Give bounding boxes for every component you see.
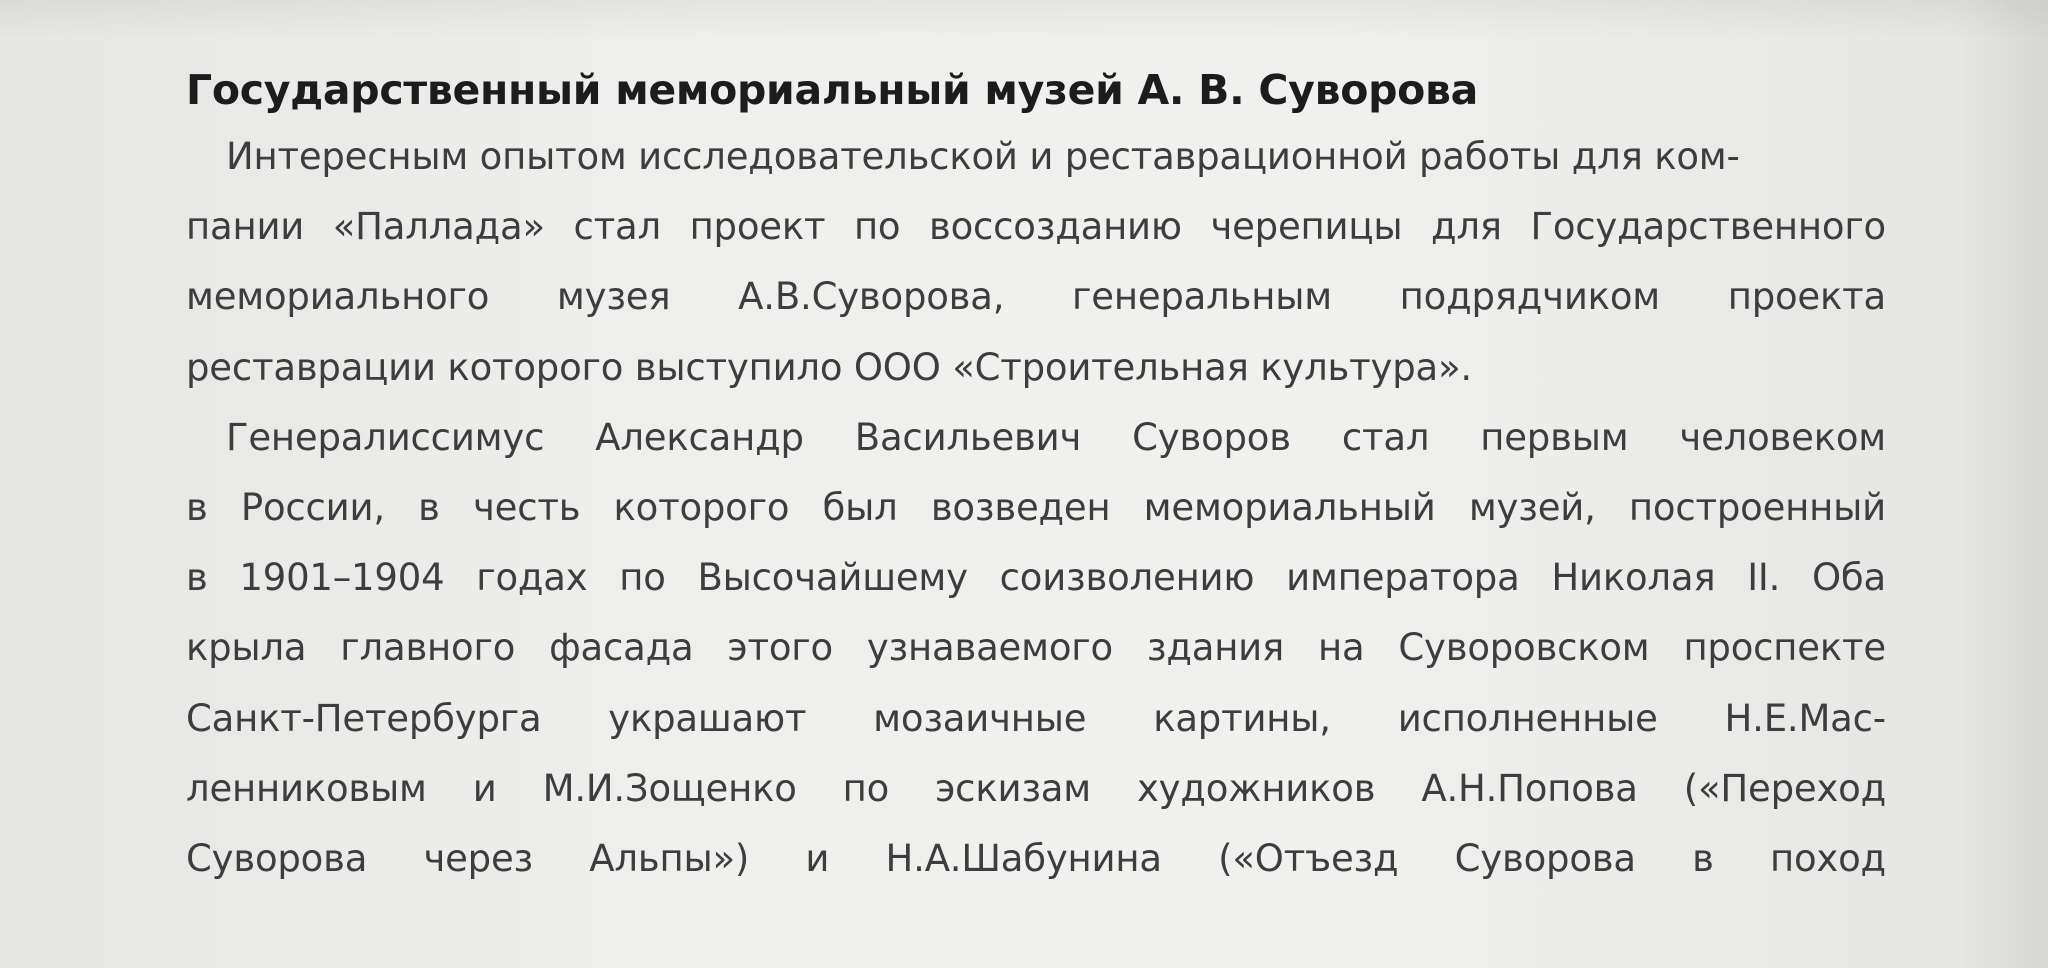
word: мозаичные	[873, 696, 1087, 740]
word: на	[1318, 626, 1365, 670]
word: Альпы»)	[589, 836, 750, 880]
word: здания	[1146, 626, 1285, 670]
word: Государственного	[1530, 205, 1886, 249]
word: честь	[472, 485, 581, 529]
article	[186, 60, 1886, 894]
text-line	[186, 473, 1886, 543]
article-heading: Государственный мемориальный музей А. В. Суворова	[186, 66, 1479, 114]
word: Оба	[1811, 556, 1886, 600]
word: Суворова	[186, 836, 368, 880]
word: мемориальный	[1143, 485, 1436, 529]
word: поход	[1770, 836, 1886, 880]
paragraph-1	[186, 122, 1886, 403]
word: пании	[186, 205, 305, 249]
word: проспекте	[1683, 626, 1886, 670]
word: «Паллада»	[332, 205, 545, 249]
word: картины,	[1153, 696, 1331, 740]
word: Николая	[1551, 556, 1716, 600]
word: фасада	[549, 626, 694, 670]
word: в	[186, 485, 208, 529]
word: был	[822, 485, 898, 529]
text-line	[186, 403, 1886, 473]
paragraph-2	[186, 403, 1886, 894]
word: исполненные	[1397, 696, 1658, 740]
word: II.	[1747, 556, 1781, 600]
word: А.Н.Попова	[1421, 766, 1638, 810]
word: («Отъезд	[1218, 836, 1399, 880]
text-line: реставрации которого выступило ООО «Строительная культура».	[186, 345, 1472, 389]
text-line	[186, 824, 1886, 894]
word: соизволению	[999, 556, 1255, 600]
word: стал	[573, 205, 661, 249]
word: в	[186, 556, 208, 600]
word: построенный	[1628, 485, 1886, 529]
word: Васильевич	[854, 415, 1082, 459]
page-shadow-top	[0, 0, 2048, 40]
word: этого	[727, 626, 833, 670]
word: Александр	[595, 415, 804, 459]
word: ленниковым	[186, 766, 427, 810]
word: 1901–1904	[239, 556, 445, 600]
word: генеральным	[1072, 275, 1332, 319]
text-line	[186, 192, 1886, 262]
word: в	[418, 485, 440, 529]
word: («Переход	[1683, 766, 1886, 810]
word: императора	[1286, 556, 1520, 600]
text-line: Интересным опытом исследовательской и реставрационной работы для ком-	[226, 135, 1740, 178]
text-line	[186, 684, 1886, 754]
word: годах	[476, 556, 588, 600]
word: России,	[240, 485, 385, 529]
word: для	[1430, 205, 1502, 249]
word: музей,	[1468, 485, 1596, 529]
word: крыла	[186, 626, 307, 670]
page-shadow-right	[1958, 0, 2048, 968]
word: стал	[1341, 415, 1430, 459]
word: Санкт-Петербурга	[186, 696, 542, 740]
word: главного	[340, 626, 516, 670]
word: узнаваемого	[866, 626, 1113, 670]
word: по	[619, 556, 666, 600]
word: возведен	[930, 485, 1111, 529]
word: мемориального	[186, 275, 490, 319]
word: в	[1692, 836, 1714, 880]
word: проект	[689, 205, 826, 249]
word: Высочайшему	[697, 556, 968, 600]
text-line	[186, 543, 1886, 613]
text-line	[186, 613, 1886, 683]
word: Суворов	[1132, 415, 1291, 459]
word: подрядчиком	[1399, 275, 1660, 319]
word: которого	[613, 485, 790, 529]
text-line	[186, 754, 1886, 824]
word: и	[805, 836, 830, 880]
word: первым	[1480, 415, 1629, 459]
word: Генералиссимус	[226, 415, 545, 459]
word: по	[842, 766, 890, 810]
word: Н.Е.Мас-	[1724, 696, 1886, 740]
word: Н.А.Шабунина	[885, 836, 1162, 880]
word: Суворовском	[1398, 626, 1650, 670]
word: через	[423, 836, 534, 880]
text-line	[186, 262, 1886, 332]
word: и	[472, 766, 497, 810]
word: черепицы	[1210, 205, 1403, 249]
word: воссозданию	[928, 205, 1182, 249]
word: эскизам	[935, 766, 1091, 810]
word: музея	[556, 275, 671, 319]
word: по	[853, 205, 901, 249]
word: человеком	[1679, 415, 1886, 459]
word: А.В.Суворова,	[738, 275, 1005, 319]
word: М.И.Зощенко	[542, 766, 797, 810]
word: художников	[1136, 766, 1376, 810]
word: Суворова	[1454, 836, 1636, 880]
word: украшают	[608, 696, 807, 740]
word: проекта	[1727, 275, 1886, 319]
